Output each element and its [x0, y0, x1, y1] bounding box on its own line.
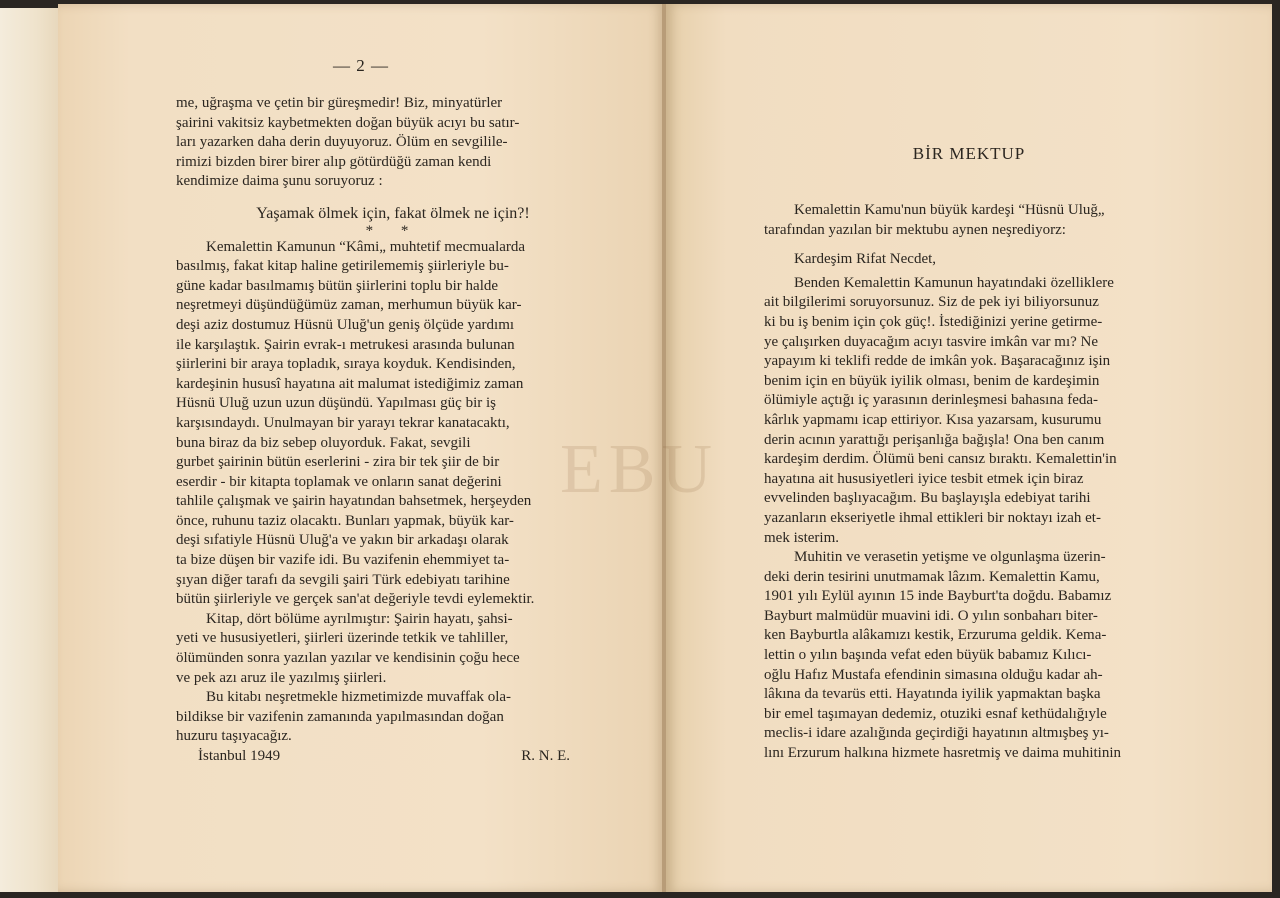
- text-line: ta bize düşen bir vazife idi. Bu vazifenin ehemmiyet ta-: [176, 552, 510, 569]
- text-line: ye çalışırken duyacağım acıyı tasvire imkân var mı? Ne: [764, 333, 1099, 350]
- text-line: tarafından yazılan bir mektubu aynen neşrediyorz:: [764, 221, 1066, 238]
- text-line: buna biraz da biz sebep oluyorduk. Fakat, sevgili: [176, 434, 471, 451]
- watermark: EBU: [560, 431, 718, 508]
- text-line: derin acının yarattığı perişanlığa bağışla! Ona ben canım: [764, 431, 1105, 448]
- text-line: Bu kitabı neşretmekle hizmetimizde muvaffak ola-: [206, 689, 512, 706]
- text-line: meclis-i idare azalığında geçirdiği hayatının altmışbeş yı-: [764, 725, 1109, 742]
- text-line: gurbet şairinin bütün eserlerini - zira bir tek şiir de bir: [176, 454, 500, 471]
- text-line: evvelinden başlıyacağım. Bu başlayışla edebiyat tarihi: [764, 490, 1091, 507]
- text-line: ve pek azı aruz ile yazılmış şiirleri.: [176, 669, 387, 686]
- text-line: ölümünden sonra yazılan yazılar ve kendisinin çoğu hece: [176, 650, 520, 667]
- text-line: kârlık yapmamı icap ettiriyor. Kısa yazarsam, kusurumu: [764, 411, 1102, 428]
- text-line: ki bu iş benim için çok güç!. İstediğinizi yerine getirme-: [764, 313, 1103, 330]
- text-line: me, uğraşma ve çetin bir güreşmedir! Biz, minyatürler: [176, 95, 503, 111]
- text-line: yeti ve hususiyetleri, şiirleri üzerinde tetkik ve tahliller,: [176, 630, 509, 647]
- author-initials: R. N. E.: [521, 748, 570, 764]
- right-page: [666, 4, 1272, 892]
- text-line: Kemalettin Kamunun “Kâmi„ muhtetif mecmualarda: [206, 238, 526, 255]
- text-line: basılmış, fakat kitap haline getirilememiş şiirleriyle bu-: [176, 258, 509, 275]
- text-line: kendimize daima şunu soruyoruz :: [176, 173, 383, 190]
- text-line: deşi aziz dostumuz Hüsnü Uluğ'un geniş ölçüde yardımı: [176, 316, 515, 333]
- section-heading: BİR MEKTUP: [912, 144, 1026, 163]
- text-line: lını Erzurum halkına hizmete hasretmiş ve daima muhitinin: [764, 745, 1121, 762]
- text-line: bildikse bir vazifenin zamanında yapılmasından doğan: [176, 708, 504, 725]
- text-line: Kitap, dört bölüme ayrılmıştır: Şairin hayatı, şahsi-: [206, 610, 513, 627]
- text-line: şiirlerini bir araya topladık, sıraya koyduk. Kendisinden,: [176, 356, 516, 373]
- text-line: benim için en büyük iyilik olması, benim de kardeşimin: [764, 372, 1100, 389]
- text-line: 1901 yılı Eylül ayının 15 inde Bayburt'ta doğdu. Babamız: [764, 588, 1112, 605]
- text-line: şairini vakitsiz kaybetmekten doğan büyük acıyı bu satır-: [176, 114, 520, 131]
- text-line: lettin o yılın başında vefat eden büyük babamız Kılıcı-: [764, 647, 1092, 664]
- text-line: tahlile çalışmak ve şairin hayatından bahsetmek, herşeyden: [176, 493, 532, 510]
- right-text-block: [764, 201, 1176, 764]
- text-line: kardeşinin hususî hayatına ait malumat istediğimiz zaman: [176, 375, 524, 392]
- text-line: Benden Kemalettin Kamunun hayatındaki özelliklere: [794, 274, 1114, 291]
- page-number: — 2 —: [333, 56, 389, 75]
- text-line: ken Bayburtla alâkamızı kestik, Erzuruma geldik. Kema-: [764, 627, 1107, 644]
- text-line: rimizi bizden birer birer alıp götürdüğü zaman kendi: [176, 153, 492, 170]
- text-line: deki derin tesirini unutmamak lâzım. Kemalettin Kamu,: [764, 568, 1100, 585]
- salutation: Kardeşim Rifat Necdet,: [794, 251, 937, 268]
- text-line: eserdir - bir kitapta toplamak ve onların sanat değerini: [176, 473, 502, 490]
- text-line: önce, ruhunu taziz olacaktı. Bunları yapmak, büyük kar-: [176, 512, 514, 529]
- text-line: deşi sıfatiyle Hüsnü Uluğ'a ve yakın bir arkadaşı olarak: [176, 532, 509, 549]
- text-line: bir emel taşımayan dedemiz, otuziki esnaf kethüdalığıyle: [764, 705, 1107, 722]
- text-line: Hüsnü Uluğ uzun uzun düşündü. Yapılması güç bir iş: [176, 395, 496, 412]
- text-line: hayatına ait hususiyetleri iyice tesbit etmek için biraz: [764, 470, 1084, 487]
- text-line: ları yazarken daha derin duyuyoruz. Ölüm en sevgilile-: [176, 134, 508, 151]
- text-line: yapayım ki teklifi redde de imkân yok. Başaracağınız işin: [764, 353, 1111, 370]
- text-line: güne kadar basılmamış bütün şiirlerini toplu bir halde: [176, 277, 499, 294]
- text-line: yazanların ekseriyetle ihmal ettikleri bir noktayı izah et-: [764, 509, 1101, 526]
- text-line: Bayburt malmüdür muavini idi. O yılın sonbaharı biter-: [764, 607, 1098, 624]
- text-line: mek isterim.: [764, 529, 839, 546]
- page-edge: [0, 8, 60, 892]
- text-line: şıyan diğer tarafı da sevgili şairi Türk edebiyatı tarihine: [176, 571, 510, 588]
- text-line: oğlu Hafız Mustafa efendinin simasına olduğu kadar ah-: [764, 666, 1103, 683]
- text-line: Muhitin ve verasetin yetişme ve olgunlaşma üzerin-: [794, 549, 1106, 566]
- text-line: ait bilgilerimi soruyorsunuz. Siz de pek iyi biliyorsunuz: [764, 294, 1099, 311]
- text-line: karşısındaydı. Unulmayan bir yarayı tekrar kanatacaktı,: [176, 414, 510, 431]
- signature-row: [176, 747, 610, 767]
- text-line: bütün şiirleriyle ve gerçek san'at değeriyle tevdi eylemektir.: [176, 591, 535, 608]
- left-text-block: [176, 94, 610, 767]
- verse-line: Yaşamak ölmek için, fakat ölmek ne için?!: [256, 204, 530, 222]
- text-line: Kemalettin Kamu'nun büyük kardeşi “Hüsnü Uluğ„: [794, 202, 1105, 218]
- text-line: huzuru taşıyacağız.: [176, 728, 292, 745]
- place-date: İstanbul 1949: [198, 748, 281, 764]
- text-line: lâkına da tevarüs etti. Hayatında iyilik yapmaktan başka: [764, 686, 1101, 703]
- text-line: ölümiyle açtığı iç yarasının derinleşmesi bahasına feda-: [764, 392, 1099, 409]
- text-line: kardeşim derdim. Ölümü beni cansız bıraktı. Kemalettin'in: [764, 451, 1117, 468]
- text-line: ile karşılaştık. Şairin evrak-ı metrukesi arasında bulunan: [176, 336, 515, 353]
- text-line: neşretmeyi düşündüğümüz zaman, merhumun büyük kar-: [176, 297, 522, 314]
- section-divider: * *: [365, 222, 421, 239]
